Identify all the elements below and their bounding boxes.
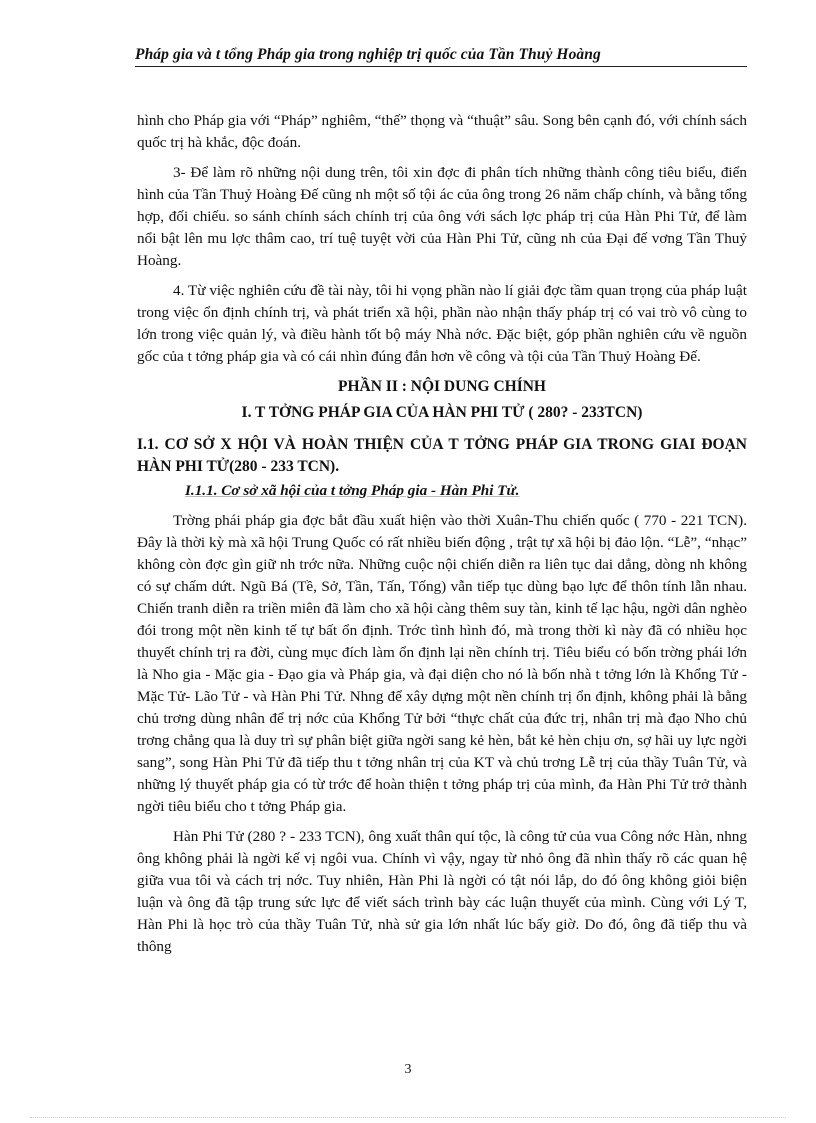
- section-heading: I. T TỞNG PHÁP GIA CỦA HÀN PHI TỬ ( 280? - 233TCN): [241, 404, 643, 421]
- paragraph: Hàn Phi Tử (280 ? - 233 TCN), ông xuất thân quí tộc, là công tử của vua Công nớc Hàn, nhng ông không phải là ngời kế vị ngôi vua. Chính vì vậy, ngay từ nhỏ ông đã nhìn thấy rõ các quan hệ giữa vua tôi và cách trị nớc. Tuy nhiên, Hàn Phi là ngời có tật nói lắp, do đó ông không giỏi biện luận và ông đã tập trung sức lực để viết sách trình bày các luận thuyết của mình. Cùng với Lý T, Hàn Phi là học trò của thầy Tuân Tử, nhà sử gia lớn nhất lúc bấy giờ. Do đó, ông đã tiếp thu và thông: [137, 828, 747, 955]
- footer-divider: [30, 1117, 786, 1118]
- part-heading: PHẦN II : NỘI DUNG CHÍNH: [338, 378, 546, 395]
- paragraph: hình cho Pháp gia với “Pháp” nghiêm, “thế” thọng và “thuật” sâu. Song bên cạnh đó, với chính sách quốc trị hà khắc, độc đoán.: [137, 112, 747, 151]
- subsection-heading: I.1. CƠ SỞ X HỘI VÀ HOÀN THIỆN CỦA T TỞNG PHÁP GIA TRONG GIAI ĐOẠN HÀN PHI TỬ(280 - 233 TCN).: [137, 436, 747, 475]
- page-content: [137, 110, 747, 966]
- paragraph: Trờng phái pháp gia đợc bắt đầu xuất hiện vào thời Xuân-Thu chiến quốc ( 770 - 221 TCN). Đây là thời kỳ mà xã hội Trung Quốc có rất nhiều biến động , trật tự xã hội bị đảo lộn. “Lễ”, “nhạc” không còn đợc gìn giữ nh trớc nữa. Những cuộc nội chiến diễn ra liên tục dai dẳng, dòng nh không có sự chấm dứt. Ngũ Bá (Tề, Sở, Tần, Tấn, Tống) vẫn tiếp tục dùng bạo lực để thôn tính lẫn nhau. Chiến tranh diễn ra triền miên đã làm cho xã hội càng thêm suy tàn, kinh tế lạc hậu, ngời dân nghèo đói trong một nền kinh tế tự bất ổn định. Trớc tình hình đó, mà trong thời kì này đã có nhiều học thuyết chính trị ra đời, cùng mục đích làm ổn định lại nền chính trị. Tiêu biểu có bốn trờng phái lớn là Nho gia - Mặc gia - Đạo gia và Pháp gia, và đại diện cho nó là bốn nhà t tởng lớn là Khổng Tử - Mặc Tử- Lão Tử - và Hàn Phi Tử. Nhng để xây dựng một nền chính trị ổn định, không phải là bằng chủ trơng dùng nhân để trị nớc của Khổng Tử bởi “thực chất của đức trị, nhân trị mà đạo Nho chủ trơng chẳng qua là duy trì sự phân biệt giữa ngời sang kẻ hèn, bắt kẻ hèn chịu ơn, sợ hãi uy lực ngời sang”, song Hàn Phi Tử đã tiếp thu t tởng nhân trị của KT và chủ trơng Lễ trị của thầy Tuân Tử, và những lý thuyết pháp gia có từ trớc để hoàn thiện t tởng pháp trị của mình, đa Hàn Phi Tử trở thành ngời tiêu biểu cho t tởng Pháp gia.: [137, 512, 747, 815]
- paragraph: 4. Từ việc nghiên cứu đề tài này, tôi hi vọng phần nào lí giải đợc tầm quan trọng của pháp luật trong việc ổn định chính trị, và phát triển xã hội, phần nào nhận thấy pháp trị có vai trò vô cùng to lớn trong việc quản lý, và điều hành tốt bộ máy Nhà nớc. Đặc biệt, góp phần nghiên cứu về nguồn gốc của t tởng pháp gia và có cái nhìn đúng đắn hơn về công và tội của Tần Thuỷ Hoàng Đế.: [137, 282, 747, 365]
- page-number: 3: [404, 1062, 412, 1077]
- running-header: Pháp gia và t tổng Pháp gia trong nghiệp trị quốc của Tần Thuỷ Hoàng: [135, 46, 747, 67]
- subsubsection-heading: I.1.1. Cơ sở xã hội của t tởng Pháp gia - Hàn Phi Tử.: [185, 482, 520, 499]
- paragraph: 3- Để làm rõ những nội dung trên, tôi xin đợc đi phân tích những thành công tiêu biểu, điển hình của Tần Thuỷ Hoàng Đế cũng nh một số tội ác của ông trong 26 năm chấp chính, và bằng tổng hợp, đối chiếu. so sánh chính sách chính trị của ông với sách lợc pháp trị của Hàn Phi Tử, để làm nổi bật lên mu lợc thâm cao, trí tuệ tuyệt vời của Hàn Phi Tử, cũng nh của Đại đế vơng Tần Thuỷ Hoàng.: [137, 164, 747, 269]
